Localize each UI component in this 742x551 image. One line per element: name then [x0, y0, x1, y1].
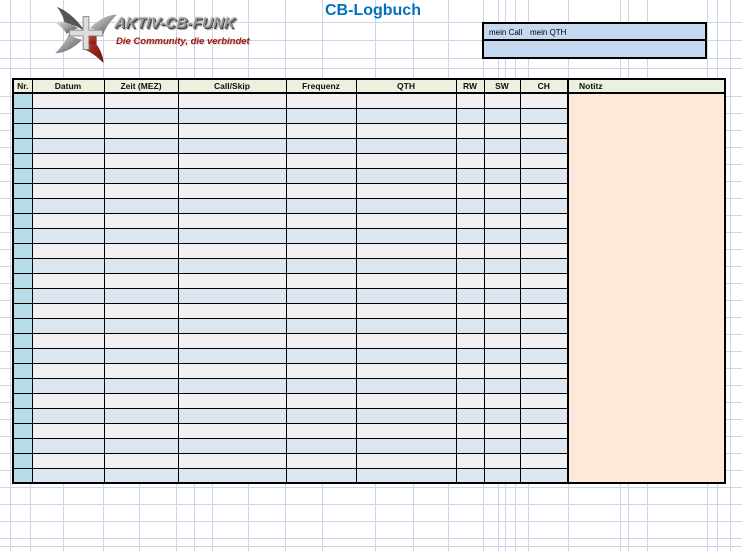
- cell-rw[interactable]: [456, 273, 484, 288]
- cell-call-skip[interactable]: [178, 123, 286, 138]
- cell-qth[interactable]: [356, 138, 456, 153]
- cell-rw[interactable]: [456, 108, 484, 123]
- cell-datum[interactable]: [32, 258, 104, 273]
- notes-area[interactable]: [568, 93, 725, 483]
- cell-nr[interactable]: [13, 378, 32, 393]
- cell-ch[interactable]: [520, 258, 568, 273]
- cell-frequenz[interactable]: [286, 153, 356, 168]
- cell-ch[interactable]: [520, 363, 568, 378]
- cell-zeit[interactable]: [104, 228, 178, 243]
- cell-sw[interactable]: [484, 183, 520, 198]
- cell-zeit[interactable]: [104, 303, 178, 318]
- cell-sw[interactable]: [484, 288, 520, 303]
- cell-qth[interactable]: [356, 108, 456, 123]
- cell-call-skip[interactable]: [178, 108, 286, 123]
- gridline: [0, 68, 742, 69]
- cell-rw[interactable]: [456, 348, 484, 363]
- cell-nr[interactable]: [13, 138, 32, 153]
- cell-rw[interactable]: [456, 393, 484, 408]
- cell-datum[interactable]: [32, 363, 104, 378]
- cell-nr[interactable]: [13, 408, 32, 423]
- header-row: [13, 79, 725, 93]
- cell-qth[interactable]: [356, 348, 456, 363]
- cell-call-skip[interactable]: [178, 213, 286, 228]
- cell-call-skip[interactable]: [178, 198, 286, 213]
- cell-ch[interactable]: [520, 123, 568, 138]
- cell-qth[interactable]: [356, 408, 456, 423]
- cell-zeit[interactable]: [104, 393, 178, 408]
- cell-nr[interactable]: [13, 213, 32, 228]
- cell-rw[interactable]: [456, 363, 484, 378]
- cell-rw[interactable]: [456, 93, 484, 108]
- cell-frequenz[interactable]: [286, 468, 356, 483]
- cell-zeit[interactable]: [104, 363, 178, 378]
- cell-zeit[interactable]: [104, 183, 178, 198]
- cell-qth[interactable]: [356, 243, 456, 258]
- col-header-call-skip: Call/Skip: [178, 79, 286, 93]
- cell-nr[interactable]: [13, 183, 32, 198]
- gridline: [0, 546, 742, 547]
- cell-qth[interactable]: [356, 333, 456, 348]
- cell-qth[interactable]: [356, 423, 456, 438]
- cell-zeit[interactable]: [104, 93, 178, 108]
- cell-nr[interactable]: [13, 93, 32, 108]
- cell-frequenz[interactable]: [286, 438, 356, 453]
- cell-rw[interactable]: [456, 303, 484, 318]
- cell-frequenz[interactable]: [286, 393, 356, 408]
- cell-frequenz[interactable]: [286, 333, 356, 348]
- gridline: [0, 538, 742, 539]
- cell-call-skip[interactable]: [178, 228, 286, 243]
- cell-call-skip[interactable]: [178, 363, 286, 378]
- cell-frequenz[interactable]: [286, 453, 356, 468]
- cell-frequenz[interactable]: [286, 138, 356, 153]
- cell-datum[interactable]: [32, 453, 104, 468]
- col-header-frequenz: Frequenz: [286, 79, 356, 93]
- cell-ch[interactable]: [520, 318, 568, 333]
- gridline: [10, 0, 11, 551]
- cell-ch[interactable]: [520, 243, 568, 258]
- cell-qth[interactable]: [356, 318, 456, 333]
- cell-rw[interactable]: [456, 378, 484, 393]
- cell-sw[interactable]: [484, 153, 520, 168]
- cell-qth[interactable]: [356, 123, 456, 138]
- cell-sw[interactable]: [484, 123, 520, 138]
- cell-qth[interactable]: [356, 93, 456, 108]
- cell-nr[interactable]: [13, 318, 32, 333]
- cell-frequenz[interactable]: [286, 183, 356, 198]
- cell-datum[interactable]: [32, 228, 104, 243]
- col-header-datum: Datum: [32, 79, 104, 93]
- gridline: [0, 521, 742, 522]
- mein-qth-label: mein QTH: [530, 28, 567, 37]
- cell-zeit[interactable]: [104, 138, 178, 153]
- col-header-ch: CH: [520, 79, 568, 93]
- cell-zeit[interactable]: [104, 333, 178, 348]
- cell-sw[interactable]: [484, 453, 520, 468]
- cell-nr[interactable]: [13, 468, 32, 483]
- cell-qth[interactable]: [356, 273, 456, 288]
- gridline: [0, 487, 742, 488]
- cell-rw[interactable]: [456, 408, 484, 423]
- cell-datum[interactable]: [32, 108, 104, 123]
- cell-nr[interactable]: [13, 288, 32, 303]
- cell-datum[interactable]: [32, 468, 104, 483]
- cell-frequenz[interactable]: [286, 228, 356, 243]
- cell-datum[interactable]: [32, 333, 104, 348]
- cell-datum[interactable]: [32, 303, 104, 318]
- cell-rw[interactable]: [456, 318, 484, 333]
- cell-sw[interactable]: [484, 303, 520, 318]
- cell-rw[interactable]: [456, 138, 484, 153]
- cell-sw[interactable]: [484, 318, 520, 333]
- cell-zeit[interactable]: [104, 198, 178, 213]
- cell-rw[interactable]: [456, 333, 484, 348]
- cell-zeit[interactable]: [104, 408, 178, 423]
- cell-qth[interactable]: [356, 363, 456, 378]
- cell-zeit[interactable]: [104, 243, 178, 258]
- cell-call-skip[interactable]: [178, 333, 286, 348]
- cell-rw[interactable]: [456, 168, 484, 183]
- cell-call-skip[interactable]: [178, 408, 286, 423]
- cell-datum[interactable]: [32, 273, 104, 288]
- cell-ch[interactable]: [520, 138, 568, 153]
- cell-datum[interactable]: [32, 183, 104, 198]
- cell-rw[interactable]: [456, 438, 484, 453]
- cell-nr[interactable]: [13, 108, 32, 123]
- cell-nr[interactable]: [13, 228, 32, 243]
- cell-zeit[interactable]: [104, 168, 178, 183]
- cell-ch[interactable]: [520, 303, 568, 318]
- cell-datum[interactable]: [32, 198, 104, 213]
- cell-frequenz[interactable]: [286, 348, 356, 363]
- cell-datum[interactable]: [32, 438, 104, 453]
- cell-qth[interactable]: [356, 303, 456, 318]
- cell-sw[interactable]: [484, 243, 520, 258]
- cell-qth[interactable]: [356, 468, 456, 483]
- cell-qth[interactable]: [356, 258, 456, 273]
- gridline: [0, 504, 742, 505]
- cell-zeit[interactable]: [104, 123, 178, 138]
- cell-frequenz[interactable]: [286, 243, 356, 258]
- cell-qth[interactable]: [356, 213, 456, 228]
- cell-frequenz[interactable]: [286, 108, 356, 123]
- cell-ch[interactable]: [520, 93, 568, 108]
- mein-call-label: mein Call: [489, 28, 523, 37]
- cell-sw[interactable]: [484, 108, 520, 123]
- cell-rw[interactable]: [456, 468, 484, 483]
- cell-datum[interactable]: [32, 153, 104, 168]
- cell-sw[interactable]: [484, 378, 520, 393]
- station-info-box: [482, 22, 707, 59]
- cell-ch[interactable]: [520, 438, 568, 453]
- cell-zeit[interactable]: [104, 108, 178, 123]
- cell-sw[interactable]: [484, 93, 520, 108]
- cell-frequenz[interactable]: [286, 123, 356, 138]
- cell-nr[interactable]: [13, 198, 32, 213]
- cell-frequenz[interactable]: [286, 213, 356, 228]
- cell-sw[interactable]: [484, 228, 520, 243]
- cell-ch[interactable]: [520, 213, 568, 228]
- cell-qth[interactable]: [356, 378, 456, 393]
- cell-nr[interactable]: [13, 303, 32, 318]
- cell-call-skip[interactable]: [178, 93, 286, 108]
- cell-sw[interactable]: [484, 348, 520, 363]
- cell-sw[interactable]: [484, 438, 520, 453]
- cell-call-skip[interactable]: [178, 348, 286, 363]
- cell-rw[interactable]: [456, 153, 484, 168]
- cell-qth[interactable]: [356, 438, 456, 453]
- cell-call-skip[interactable]: [178, 273, 286, 288]
- cell-call-skip[interactable]: [178, 393, 286, 408]
- cell-frequenz[interactable]: [286, 198, 356, 213]
- cell-zeit[interactable]: [104, 423, 178, 438]
- cell-ch[interactable]: [520, 273, 568, 288]
- cell-rw[interactable]: [456, 228, 484, 243]
- cell-ch[interactable]: [520, 288, 568, 303]
- logo: [55, 5, 250, 65]
- cell-qth[interactable]: [356, 183, 456, 198]
- cell-frequenz[interactable]: [286, 318, 356, 333]
- cell-zeit[interactable]: [104, 258, 178, 273]
- cell-ch[interactable]: [520, 393, 568, 408]
- cell-call-skip[interactable]: [178, 288, 286, 303]
- cell-sw[interactable]: [484, 258, 520, 273]
- cell-ch[interactable]: [520, 168, 568, 183]
- cell-nr[interactable]: [13, 243, 32, 258]
- cell-qth[interactable]: [356, 228, 456, 243]
- cell-nr[interactable]: [13, 123, 32, 138]
- station-value-cell[interactable]: [484, 41, 705, 55]
- cell-nr[interactable]: [13, 393, 32, 408]
- col-header-rw: RW: [456, 79, 484, 93]
- cell-call-skip[interactable]: [178, 243, 286, 258]
- cell-sw[interactable]: [484, 423, 520, 438]
- log-row: [13, 93, 725, 108]
- cell-frequenz[interactable]: [286, 363, 356, 378]
- cell-sw[interactable]: [484, 333, 520, 348]
- station-labels-cell[interactable]: [484, 24, 705, 41]
- cell-call-skip[interactable]: [178, 183, 286, 198]
- gridline: [730, 0, 731, 551]
- cell-rw[interactable]: [456, 288, 484, 303]
- cell-call-skip[interactable]: [178, 138, 286, 153]
- cell-zeit[interactable]: [104, 288, 178, 303]
- cell-datum[interactable]: [32, 213, 104, 228]
- cell-frequenz[interactable]: [286, 288, 356, 303]
- logo-slogan-text: Die Community, die verbindet: [116, 36, 250, 47]
- cell-ch[interactable]: [520, 348, 568, 363]
- cell-sw[interactable]: [484, 363, 520, 378]
- cell-rw[interactable]: [456, 213, 484, 228]
- cell-rw[interactable]: [456, 258, 484, 273]
- log-table: [12, 78, 726, 484]
- cell-ch[interactable]: [520, 378, 568, 393]
- cell-frequenz[interactable]: [286, 423, 356, 438]
- cell-nr[interactable]: [13, 258, 32, 273]
- cell-frequenz[interactable]: [286, 408, 356, 423]
- cell-qth[interactable]: [356, 153, 456, 168]
- cell-qth[interactable]: [356, 393, 456, 408]
- cell-zeit[interactable]: [104, 468, 178, 483]
- cell-rw[interactable]: [456, 423, 484, 438]
- cell-rw[interactable]: [456, 198, 484, 213]
- cell-call-skip[interactable]: [178, 453, 286, 468]
- cell-call-skip[interactable]: [178, 168, 286, 183]
- cell-frequenz[interactable]: [286, 93, 356, 108]
- cell-datum[interactable]: [32, 138, 104, 153]
- cell-nr[interactable]: [13, 333, 32, 348]
- cell-zeit[interactable]: [104, 153, 178, 168]
- cell-sw[interactable]: [484, 198, 520, 213]
- cell-zeit[interactable]: [104, 273, 178, 288]
- cell-sw[interactable]: [484, 168, 520, 183]
- cell-datum[interactable]: [32, 288, 104, 303]
- cell-call-skip[interactable]: [178, 303, 286, 318]
- cell-zeit[interactable]: [104, 453, 178, 468]
- cell-sw[interactable]: [484, 273, 520, 288]
- cell-qth[interactable]: [356, 453, 456, 468]
- cell-rw[interactable]: [456, 183, 484, 198]
- cell-call-skip[interactable]: [178, 423, 286, 438]
- col-header-notiz: Notitz: [568, 79, 725, 93]
- logo-brand-text: AKTIV-CB-FUNK: [114, 15, 237, 32]
- cell-datum[interactable]: [32, 378, 104, 393]
- cell-zeit[interactable]: [104, 213, 178, 228]
- cell-call-skip[interactable]: [178, 153, 286, 168]
- cell-qth[interactable]: [356, 288, 456, 303]
- cell-sw[interactable]: [484, 138, 520, 153]
- cell-datum[interactable]: [32, 423, 104, 438]
- cell-ch[interactable]: [520, 183, 568, 198]
- cell-nr[interactable]: [13, 438, 32, 453]
- cell-ch[interactable]: [520, 228, 568, 243]
- page-title: CB-Logbuch: [325, 2, 421, 19]
- cell-datum[interactable]: [32, 318, 104, 333]
- cell-sw[interactable]: [484, 393, 520, 408]
- cell-frequenz[interactable]: [286, 258, 356, 273]
- cell-nr[interactable]: [13, 363, 32, 378]
- cell-ch[interactable]: [520, 333, 568, 348]
- cell-rw[interactable]: [456, 453, 484, 468]
- cell-frequenz[interactable]: [286, 378, 356, 393]
- cell-frequenz[interactable]: [286, 168, 356, 183]
- cell-ch[interactable]: [520, 108, 568, 123]
- cell-zeit[interactable]: [104, 378, 178, 393]
- cell-qth[interactable]: [356, 198, 456, 213]
- cell-datum[interactable]: [32, 348, 104, 363]
- cell-frequenz[interactable]: [286, 273, 356, 288]
- cell-call-skip[interactable]: [178, 378, 286, 393]
- cell-datum[interactable]: [32, 243, 104, 258]
- col-header-qth: QTH: [356, 79, 456, 93]
- cell-ch[interactable]: [520, 198, 568, 213]
- cell-ch[interactable]: [520, 468, 568, 483]
- cell-frequenz[interactable]: [286, 303, 356, 318]
- cell-ch[interactable]: [520, 453, 568, 468]
- cell-rw[interactable]: [456, 243, 484, 258]
- cell-datum[interactable]: [32, 93, 104, 108]
- cell-call-skip[interactable]: [178, 438, 286, 453]
- cell-call-skip[interactable]: [178, 468, 286, 483]
- cell-nr[interactable]: [13, 273, 32, 288]
- cell-zeit[interactable]: [104, 348, 178, 363]
- cell-nr[interactable]: [13, 453, 32, 468]
- cell-ch[interactable]: [520, 423, 568, 438]
- cell-datum[interactable]: [32, 123, 104, 138]
- col-header-nr: Nr.: [13, 79, 32, 93]
- cell-sw[interactable]: [484, 408, 520, 423]
- cell-sw[interactable]: [484, 468, 520, 483]
- cell-ch[interactable]: [520, 153, 568, 168]
- cell-datum[interactable]: [32, 408, 104, 423]
- logo-star-icon: [55, 5, 117, 63]
- cell-nr[interactable]: [13, 153, 32, 168]
- cell-zeit[interactable]: [104, 318, 178, 333]
- cell-datum[interactable]: [32, 393, 104, 408]
- cell-nr[interactable]: [13, 168, 32, 183]
- cell-qth[interactable]: [356, 168, 456, 183]
- cell-nr[interactable]: [13, 423, 32, 438]
- cell-rw[interactable]: [456, 123, 484, 138]
- cell-zeit[interactable]: [104, 438, 178, 453]
- cell-call-skip[interactable]: [178, 318, 286, 333]
- cell-datum[interactable]: [32, 168, 104, 183]
- cell-call-skip[interactable]: [178, 258, 286, 273]
- col-header-sw: SW: [484, 79, 520, 93]
- cell-nr[interactable]: [13, 348, 32, 363]
- col-header-zeit: Zeit (MEZ): [104, 79, 178, 93]
- cell-sw[interactable]: [484, 213, 520, 228]
- cell-ch[interactable]: [520, 408, 568, 423]
